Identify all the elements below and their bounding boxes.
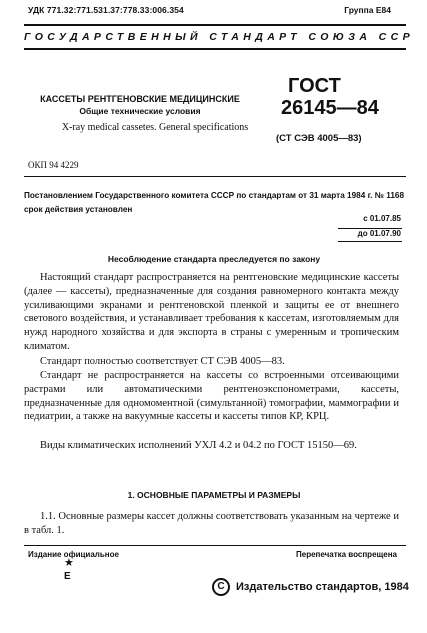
- date-underline: [338, 241, 402, 242]
- paragraph-exclusions: Стандарт не распространяется на кассеты со встроенными отсеивающими растрами или автоматическими рентгеноэкспонометрами, кассеты, предназначенные для одномоментной (симультанной) томографии, маммографии и педиатрии, а также на вакуумные кассеты и кассеты типов КР, КРЦ.: [24, 370, 399, 423]
- paragraph-scope: Настоящий стандарт распространяется на рентгеновские медицинские кассеты (далее — кассеты), предназначенные для создания равномерного контакта между усиливающими экранами и рентгеновской пленкой и защиты ее от внешнего светового воздействия, и устанавливает требования к кассетам, изготовляемым для нужд народного хозяйства и для экспорта в страны с умеренным и тропическим климатом.: [24, 272, 399, 352]
- section-heading: 1. ОСНОВНЫЕ ПАРАМЕТРЫ И РАЗМЕРЫ: [127, 490, 301, 500]
- sev-reference: (СТ СЭВ 4005—83): [276, 133, 362, 144]
- paragraph-dimensions: 1.1. Основные размеры кассет должны соответствовать указанным на чертеже и в табл. 1.: [24, 511, 399, 536]
- group-code: Группа Е84: [344, 5, 391, 15]
- gost-label: ГОСТ: [288, 75, 341, 97]
- document-subtitle: Общие технические условия: [79, 106, 201, 116]
- publisher-copyright: [212, 578, 409, 596]
- okp-code: ОКП 94 4229: [28, 160, 79, 170]
- decree-text: Постановлением Государственного комитета СССР по стандартам от 31 марта 1984 г. № 1168 срок действия установлен: [24, 191, 404, 214]
- top-rule: [24, 24, 406, 26]
- gost-number: 26145—84: [281, 97, 379, 119]
- udk-code: УДК 771.32:771.531.37:778.33:006.354: [28, 5, 184, 15]
- paragraph-compliance: Стандарт полностью соответствует СТ СЭВ 4005—83.: [40, 356, 285, 367]
- section-rule: [24, 176, 406, 177]
- star-icon: ★: [64, 557, 74, 569]
- paragraph-climate: Виды климатических исполнений УХЛ 4.2 и 04.2 по ГОСТ 15150—69.: [40, 440, 357, 451]
- document-title-ru: КАССЕТЫ РЕНТГЕНОВСКИЕ МЕДИЦИНСКИЕ: [40, 94, 240, 104]
- reprint-prohibited-label: Перепечатка воспрещена: [296, 550, 397, 559]
- band-rule: [24, 48, 406, 50]
- legal-warning: Несоблюдение стандарта преследуется по закону: [107, 254, 321, 264]
- footer-rule: [24, 545, 406, 546]
- state-standard-band: ГОСУДАРСТВЕННЫЙ СТАНДАРТ СОЮЗА ССР: [24, 31, 415, 43]
- official-edition-label: Издание официальное: [28, 550, 119, 559]
- effective-to-date: до 01.07.90: [357, 229, 401, 238]
- effective-from-date: с 01.07.85: [363, 214, 401, 223]
- copyright-icon: С: [212, 578, 230, 596]
- edition-letter: Е: [64, 571, 71, 582]
- document-title-en: X-ray medical cassetes. General specifications: [61, 122, 249, 133]
- publisher-name: Издательство стандартов, 1984: [236, 580, 409, 593]
